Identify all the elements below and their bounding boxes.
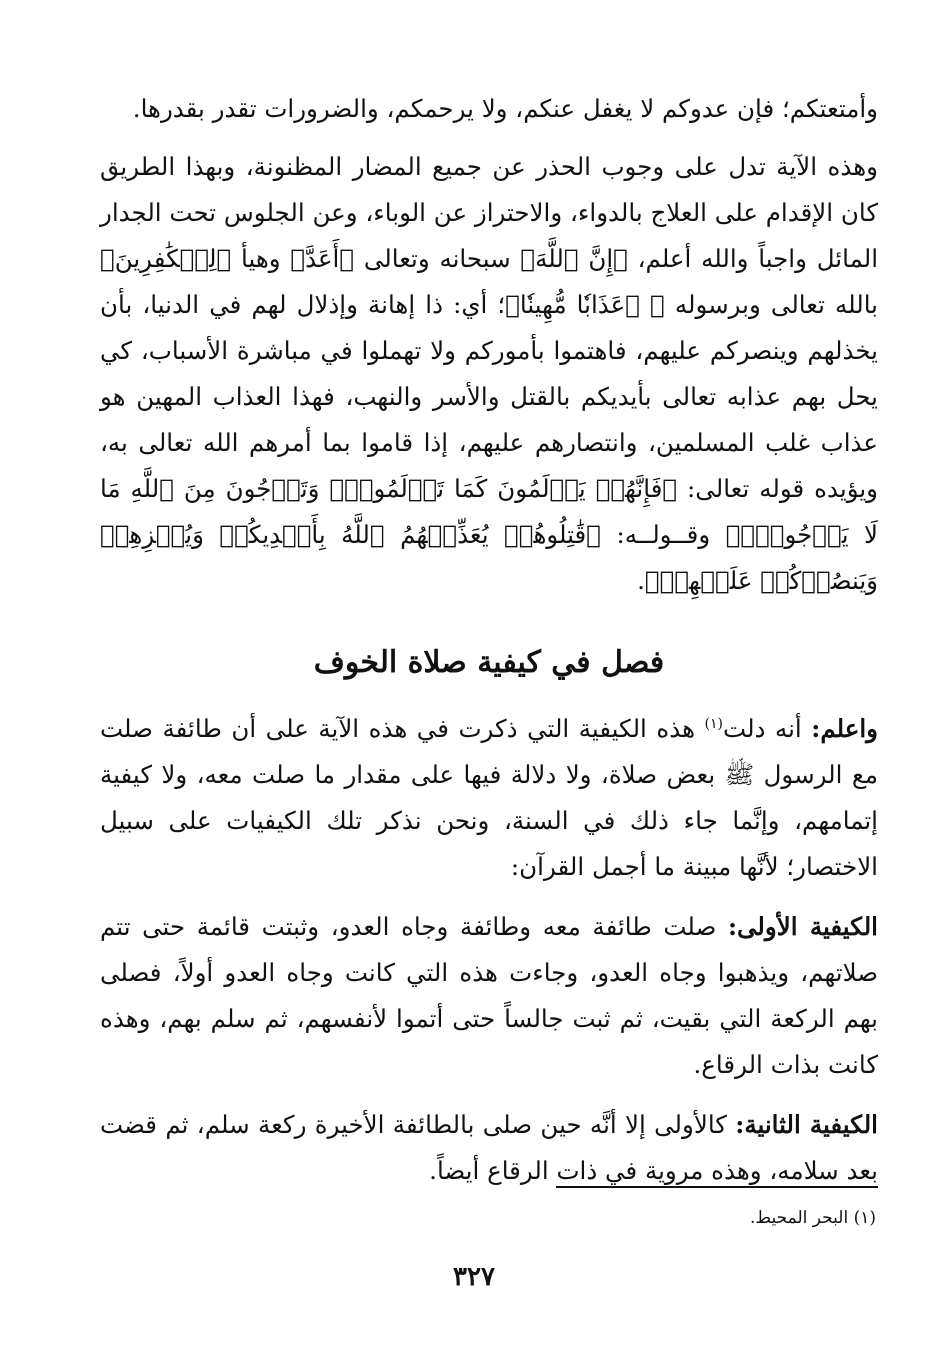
footnote-reference: (١)	[704, 715, 724, 732]
paragraph-verse-commentary: وهذه الآية تدل على وجوب الحذر عن جميع المضار المظنونة، وبهذا الطريق كان الإقدام على العلاج بالدواء، والاحتراز عن الوباء، وعن الجلوس تحت الجدار المائل واجباً والله أعلم، ﴿إِنَّ ٱللَّهَ﴾ سبحانه وتعالى ﴿أَعَدَّ﴾ وهيأ ﴿لِلۡكَٰفِرِينَ﴾ بالله تعالى وبرسوله ﷺ ﴿عَذَابٗا مُّهِينٗا﴾؛ أي: ذا إهانة وإذلال لهم في الدنيا، بأن يخذلهم وينصركم عليهم، فاهتموا بأموركم ولا تهملوا في مباشرة الأسباب، كي يحل بهم عذابه تعالى بأيديكم بالقتل والأسر والنهب، فهذا العذاب المهين هو عذاب غلب المسلمين، وانتصارهم عليهم، إذا قاموا بما أمرهم الله تعالى به، ويؤيده قوله تعالى: ﴿فَإِنَّهُمۡ يَأۡلَمُونَ كَمَا تَأۡلَمُونَۖ وَتَرۡجُونَ مِنَ ٱللَّهِ مَا لَا يَرۡجُونَۗ﴾ وقــولــه: ﴿قَٰتِلُوهُمۡ يُعَذِّبۡهُمُ ٱللَّهُ بِأَيۡدِيكُمۡ وَيُخۡزِهِمۡ وَيَنصُرۡكُمۡ عَلَيۡهِمۡ﴾.	[100, 152, 878, 595]
paragraph-text: كالأولى إلا أنَّه حين صلى بالطائفة الأخيرة ركعة سلم، ثم قضت بعد سلامه، وهذه مروية في ذات الرقاع أيضاً.	[100, 1110, 878, 1185]
paragraph-text: صلت طائفة معه وطائفة وجاه العدو، وثبتت قائمة حتى تتم صلاتهم، ويذهبوا وجاه العدو، وجاءت هذه التي كانت وجاه العدو أولاً، فصلى بهم الركعة التي بقيت، ثم ثبت جالساً حتى أتموا لأنفسهم، ثم سلم بهم، وهذه كانت بذات الرقاع.	[100, 912, 878, 1079]
paragraph-lead-word: واعلم:	[811, 714, 878, 743]
paragraph-lead-word: الكيفية الثانية:	[735, 1110, 878, 1139]
page-number: ٣٢٧	[453, 1262, 495, 1292]
paragraph-text: أنه دلت	[723, 714, 812, 743]
paragraph-lead-word: الكيفية الأولى:	[727, 912, 878, 941]
footnote-divider	[556, 1186, 878, 1188]
paragraph-first-method	[100, 904, 878, 1088]
paragraph-continuation: وأمتعتكم؛ فإن عدوكم لا يغفل عنكم، ولا يرحمكم، والضرورات تقدر بقدرها.	[132, 94, 878, 123]
footnote-text: البحر المحيط.	[750, 1208, 849, 1228]
footnote	[750, 1206, 876, 1230]
paragraph-text: هذه الكيفية التي ذكرت في هذه الآية على أن طائفة صلت مع الرسول ﷺ بعض صلاة، ولا دلالة فيها على مقدار ما صلت معه، ولا كيفية إتمامهم، وإنَّما جاء ذلك في السنة، ونحن نذكر تلك الكيفيات على سبيل الاختصار؛ لأنَّها مبينة ما أجمل القرآن:	[100, 714, 878, 881]
footnote-marker: (١)	[853, 1208, 876, 1228]
paragraph-introduction	[100, 706, 878, 890]
page-body	[100, 86, 878, 1194]
paragraph-second-method	[100, 1102, 878, 1194]
section-heading: فصل في كيفية صلاة الخوف	[313, 645, 665, 680]
